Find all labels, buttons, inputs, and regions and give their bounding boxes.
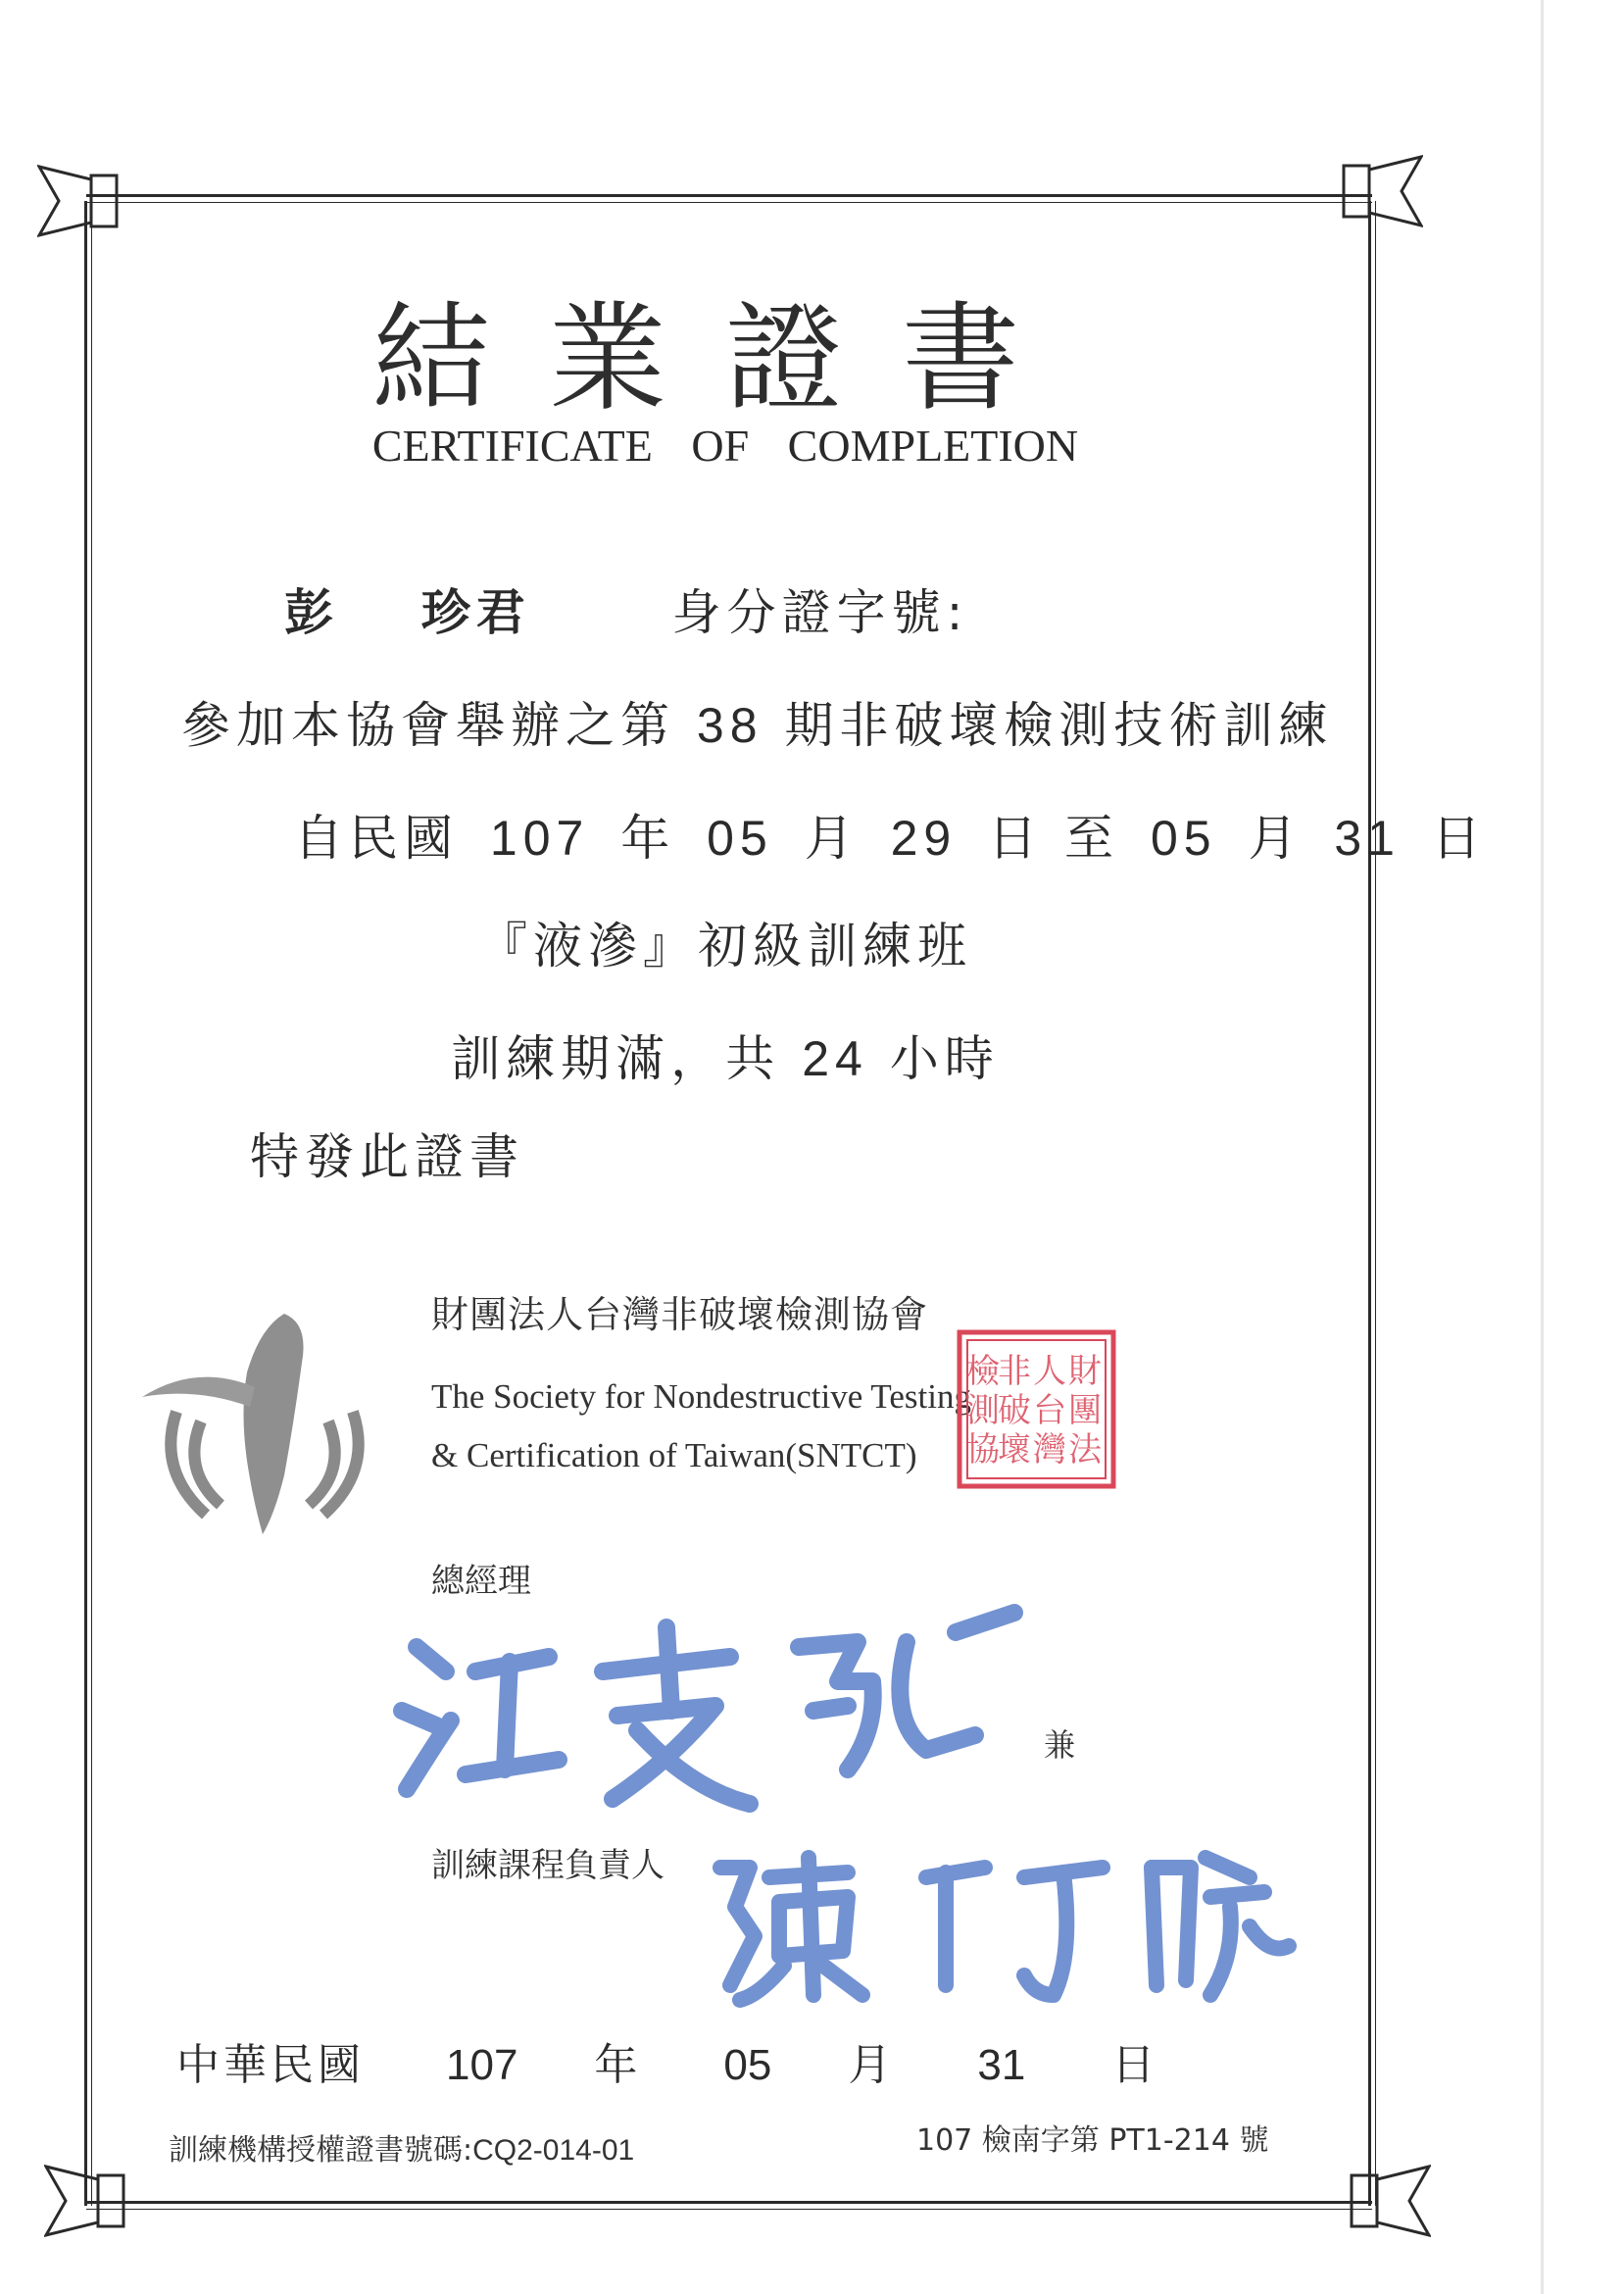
corner-ornament-top-left xyxy=(37,162,145,240)
to-word: 至 xyxy=(1064,810,1120,867)
start-year: 107 xyxy=(489,811,590,866)
svg-text:非: 非 xyxy=(998,1352,1031,1391)
scan-edge xyxy=(1541,0,1544,2294)
program-prefix: 參加本協會舉辦之第 xyxy=(181,697,675,754)
svg-text:灣: 灣 xyxy=(1033,1430,1066,1470)
corner-ornament-bottom-left xyxy=(44,2162,152,2240)
certificate-title-english: CERTIFICATE OF COMPLETION xyxy=(371,421,1079,471)
concurrent-note: 兼 xyxy=(1044,1726,1076,1764)
issue-date-month-unit: 月 xyxy=(848,2040,892,2090)
general-manager-title: 總經理 xyxy=(431,1562,531,1601)
training-period-line xyxy=(294,799,1487,870)
training-duration-line xyxy=(0,1020,1451,1090)
recipient-name-first: 彭 xyxy=(284,584,339,641)
svg-text:財: 財 xyxy=(1068,1352,1102,1391)
duration-suffix: 小時 xyxy=(889,1030,1000,1087)
organization-name-english-line2: & Certification of Taiwan(SNTCT) xyxy=(431,1436,917,1474)
general-manager-signature xyxy=(377,1603,1024,1828)
svg-text:台: 台 xyxy=(1033,1391,1066,1430)
svg-text:協: 協 xyxy=(966,1430,1000,1470)
svg-text:破: 破 xyxy=(998,1391,1031,1430)
course-name: 『液滲』初級訓練班 xyxy=(478,918,972,974)
month-unit-2: 月 xyxy=(1248,810,1304,867)
training-director-signature xyxy=(701,1838,1299,2010)
training-program-line xyxy=(181,686,1333,757)
period-prefix: 自民國 xyxy=(294,810,459,867)
start-month: 05 xyxy=(707,811,773,866)
certificate-number: 107 檢南字第 PT1-214 號 xyxy=(916,2123,1269,2158)
recipient-line xyxy=(284,574,968,644)
month-unit: 月 xyxy=(804,810,860,867)
issue-date-month: 05 xyxy=(723,2041,772,2089)
training-hours: 24 xyxy=(802,1031,868,1086)
accreditation-label: 訓練機構授權證書號碼: xyxy=(169,2133,473,2168)
svg-text:團: 團 xyxy=(1068,1391,1102,1430)
issue-statement: 特發此證書 xyxy=(250,1128,524,1185)
organization-name-english-line1: The Society for Nondestructive Testing xyxy=(431,1377,971,1416)
start-day: 29 xyxy=(890,811,958,866)
svg-text:檢: 檢 xyxy=(966,1352,1000,1391)
issue-date-year: 107 xyxy=(446,2041,518,2089)
term-number: 38 xyxy=(696,698,763,753)
issue-date xyxy=(176,2029,1155,2092)
certificate-title-chinese: 結業證書 xyxy=(372,291,1078,427)
accreditation-code: CQ2-014-01 xyxy=(472,2134,635,2167)
day-unit-2: 日 xyxy=(1431,810,1487,867)
year-unit: 年 xyxy=(620,810,676,867)
svg-text:壞: 壞 xyxy=(998,1430,1031,1470)
training-director-title: 訓練課程負責人 xyxy=(431,1846,664,1885)
issue-date-day: 31 xyxy=(977,2041,1026,2089)
svg-text:人: 人 xyxy=(1033,1352,1066,1391)
end-month: 05 xyxy=(1150,811,1217,866)
duration-prefix: 訓練期滿，共 xyxy=(451,1030,781,1087)
corner-ornament-bottom-right xyxy=(1323,2162,1431,2240)
organization-name-chinese: 財團法人台灣非破壞檢測協會 xyxy=(431,1293,929,1336)
accreditation-number xyxy=(169,2125,634,2169)
svg-text:測: 測 xyxy=(966,1391,1000,1430)
id-number-label: 身分證字號: xyxy=(671,584,969,641)
end-day: 31 xyxy=(1334,811,1401,866)
svg-text:法: 法 xyxy=(1068,1430,1102,1470)
program-suffix: 期非破壞檢測技術訓練 xyxy=(784,697,1334,754)
recipient-name-rest: 珍君 xyxy=(420,584,531,641)
taiwan-island-emblem-icon xyxy=(137,1304,392,1539)
issue-date-day-unit: 日 xyxy=(1111,2040,1156,2090)
organization-seal xyxy=(956,1328,1117,1490)
day-unit: 日 xyxy=(988,810,1044,867)
issue-date-year-unit: 年 xyxy=(594,2040,638,2090)
corner-ornament-top-right xyxy=(1315,152,1423,230)
issue-date-era: 中華民國 xyxy=(176,2040,365,2090)
